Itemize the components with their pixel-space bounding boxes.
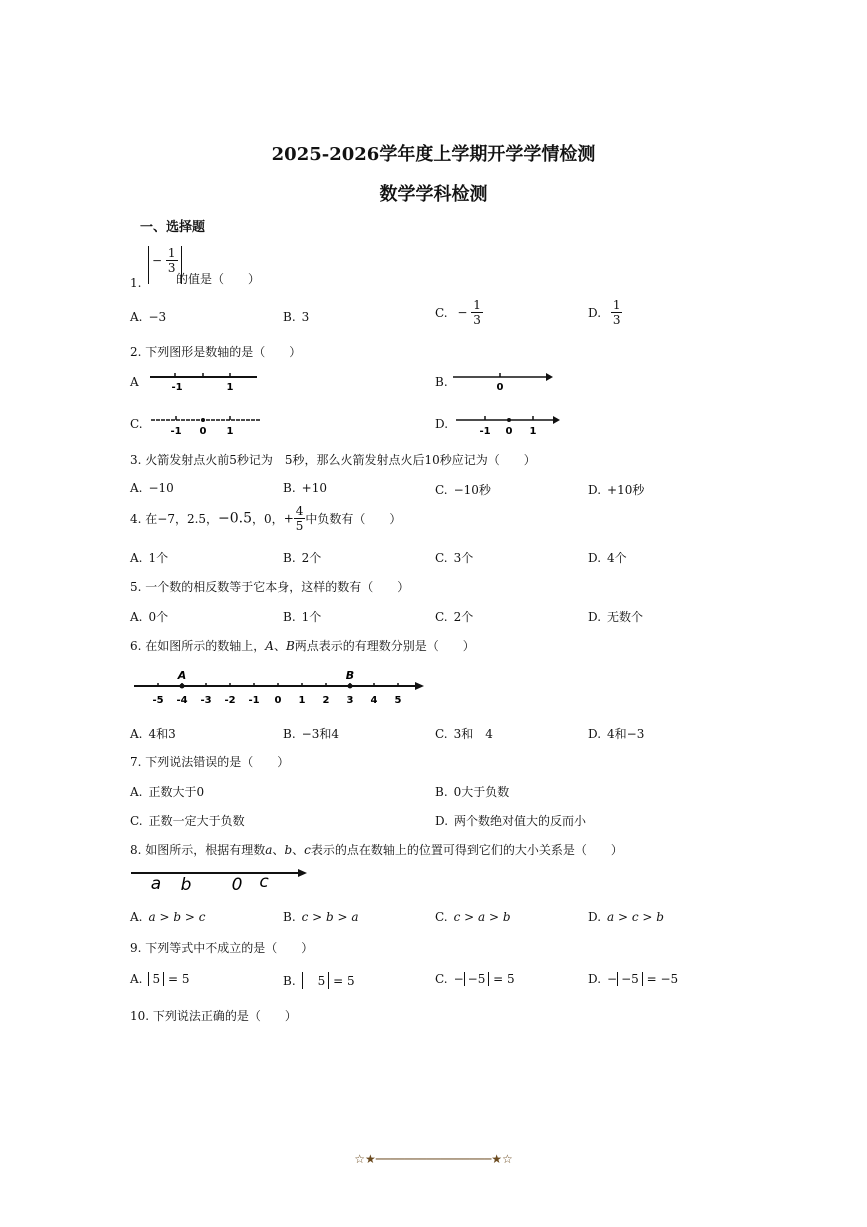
fraction-denominator: 3 [167, 261, 176, 275]
axis-label-zero: 0 [231, 875, 243, 894]
q6-option-d[interactable]: D. 4和−3 [588, 727, 645, 741]
q6-number-line [130, 665, 430, 710]
q2-option-a-label[interactable]: A [130, 375, 139, 389]
q3-option-b[interactable]: B. +10 [283, 481, 327, 495]
tick-label: 4 [370, 695, 378, 706]
point-label-b: B [345, 669, 355, 682]
question-7: 7. 下列说法错误的是（ ） [130, 755, 290, 769]
arrow-icon [298, 869, 307, 877]
question-2: 2. 下列图形是数轴的是（ ） [130, 345, 302, 359]
q6-option-b[interactable]: B. −3和4 [283, 727, 339, 741]
point-label-a: A [177, 669, 187, 682]
q1-option-d[interactable]: D. $\frac{1}{3}$ [588, 298, 621, 327]
q3-option-c[interactable]: C. −10秒 [435, 483, 491, 497]
tick-label: 2 [322, 695, 330, 706]
q9-option-a[interactable]: A. 5 = 5 [130, 972, 190, 986]
q8-option-a[interactable]: A. a > b > c [130, 910, 206, 924]
axis-label-b: b [180, 875, 192, 894]
tick-label: -1 [479, 426, 491, 436]
q2-option-b-label[interactable]: B. [435, 375, 448, 389]
q1-option-c[interactable]: C. − $\frac{1}{3}$ [435, 298, 481, 327]
q7-option-c[interactable]: C. 正数一定大于负数 [130, 814, 245, 828]
q4-option-d[interactable]: D. 4个 [588, 551, 627, 565]
tick-label: 1 [226, 382, 234, 392]
question-5: 5. 一个数的相反数等于它本身，这样的数有（ ） [130, 580, 410, 594]
point-marker-a [180, 684, 185, 689]
tick-label: -4 [176, 695, 188, 706]
q4-option-b[interactable]: B. 2个 [283, 551, 322, 565]
q8-option-d[interactable]: D. a > c > b [588, 910, 664, 924]
q4-option-c[interactable]: C. 3个 [435, 551, 474, 565]
fraction-numerator: 1 [167, 246, 176, 260]
q7-option-b[interactable]: B. 0大于负数 [435, 785, 510, 799]
exam-subtitle: 数学学科检测 [379, 184, 488, 205]
q7-option-a[interactable]: A. 正数大于0 [130, 785, 205, 799]
tick-label: -3 [200, 695, 212, 706]
point-marker-b [348, 684, 353, 689]
q2-option-a-number-line [145, 370, 260, 392]
axis-label-c: c [259, 872, 269, 892]
q9-option-c[interactable]: C. − −5 = 5 [435, 972, 515, 986]
exam-title: 2025-2026学年度上学期开学学情检测 [271, 144, 596, 165]
q1-option-b[interactable]: B. 3 [283, 310, 310, 324]
q8-number-line [128, 862, 310, 894]
q5-option-d[interactable]: D. 无数个 [588, 610, 644, 624]
tick-label: 0 [505, 426, 513, 436]
tick-label: 0 [199, 426, 207, 436]
arrow-icon [415, 682, 424, 690]
tick-label: 1 [529, 426, 537, 436]
arrow-icon [553, 416, 560, 424]
q3-option-a[interactable]: A. −10 [130, 481, 174, 495]
q6-option-a[interactable]: A. 4和3 [130, 727, 176, 741]
section-heading: 一、选择题 [140, 220, 206, 235]
q6-option-c[interactable]: C. 3和 4 [435, 727, 493, 741]
q8-option-b[interactable]: B. c > b > a [283, 910, 359, 924]
tick-label: 0 [274, 695, 282, 706]
q2-option-c-number-line [148, 412, 263, 436]
q5-option-c[interactable]: C. 2个 [435, 610, 474, 624]
question-9: 9. 下列等式中不成立的是（ ） [130, 941, 314, 955]
q9-option-d[interactable]: D. − −5 = −5 [588, 972, 679, 986]
question-10: 10. 下列说法正确的是（ ） [130, 1009, 297, 1023]
q5-option-b[interactable]: B. 1个 [283, 610, 322, 624]
q2-option-d-number-line [453, 412, 563, 436]
q1-option-a[interactable]: A. −3 [130, 310, 167, 324]
tick-label: -1 [171, 382, 183, 392]
footer-decoration: ☆★────────────────★☆ [354, 1152, 513, 1166]
question-6: 6. 在如图所示的数轴上，A、B两点表示的有理数分别是（ ） [130, 639, 475, 653]
tick-label: -2 [224, 695, 236, 706]
tick-label: -1 [170, 426, 182, 436]
q2-option-c-label[interactable]: C. [130, 417, 143, 431]
question-text: 的值是（ ） [176, 272, 261, 286]
tick-label: 1 [298, 695, 306, 706]
q7-option-d[interactable]: D. 两个数绝对值大的反而小 [435, 814, 587, 828]
tick-label: 1 [226, 426, 234, 436]
tick-label: -5 [152, 695, 164, 706]
q5-option-a[interactable]: A. 0个 [130, 610, 169, 624]
tick-label: -1 [248, 695, 260, 706]
tick-label: 3 [346, 695, 354, 706]
q4-option-a[interactable]: A. 1个 [130, 551, 169, 565]
tick-label: 0 [496, 382, 504, 392]
question-number: 1. [130, 276, 142, 290]
q2-option-b-number-line [450, 370, 555, 392]
q8-option-c[interactable]: C. c > a > b [435, 910, 511, 924]
question-8: 8. 如图所示，根据有理数a、b、c表示的点在数轴上的位置可得到它们的大小关系是（ ） [130, 843, 623, 857]
arrow-icon [546, 373, 553, 381]
q3-option-d[interactable]: D. +10秒 [588, 483, 645, 497]
tick-label: 5 [394, 695, 402, 706]
q2-option-d-label[interactable]: D. [435, 417, 449, 431]
q9-option-b[interactable]: B. 5 = 5 [283, 974, 355, 988]
axis-label-a: a [150, 874, 162, 894]
absolute-value-expression: − $\frac{1}{3}$ [148, 246, 182, 284]
question-4: 4. 在−7，2.5，−0.5，0，+ $\frac{4}{5}$ 中负数有（ ） [130, 504, 402, 533]
question-3: 3. 火箭发射点火前5秒记为 5秒，那么火箭发射点火后10秒应记为（ ） [130, 453, 536, 467]
